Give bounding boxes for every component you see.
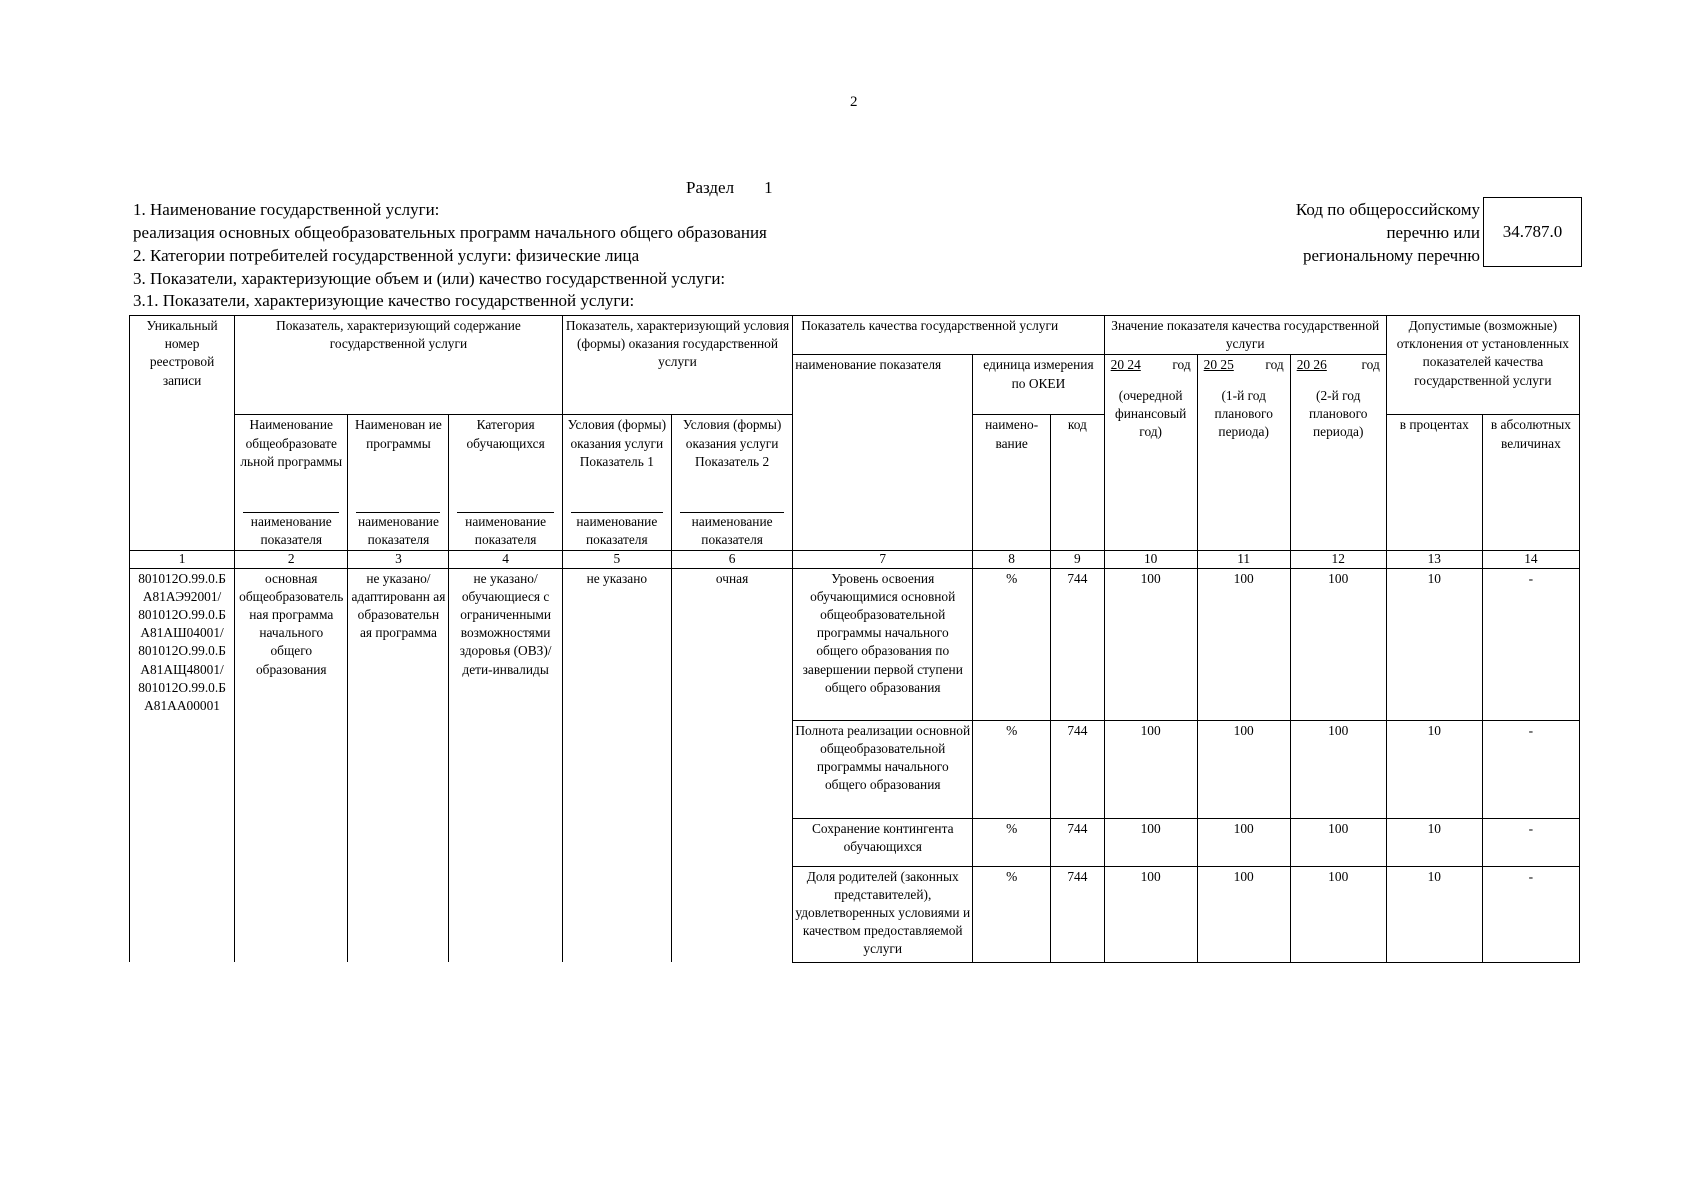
quality-indicators-table [129,315,1580,963]
indicator-1-name: Уровень освоения обучающимися основной общеобразовательной программы начального общего образования по завершении первой ступени общего образования [793,568,973,720]
year-3-note: (2-й год планового периода) [1309,387,1368,440]
cell-condition-2: очная [671,568,792,962]
col-num-7: 7 [793,551,973,568]
sub-label-4: наименование показателя [449,511,562,551]
code-label-2: перечню или [1386,223,1480,242]
col-num-10: 10 [1104,551,1197,568]
indicator-2-name: Полнота реализации основной общеобразовательной программы начального общего образования [793,720,973,818]
indicator-1-year-1: 100 [1104,568,1197,720]
year-1-note: (очередной финансовый год) [1115,387,1187,440]
indicators-heading: 3. Показатели, характеризующие объем и (или) качество государственной услуги: [133,269,726,288]
indicator-1-absolute: - [1482,568,1579,720]
indicator-3-absolute: - [1482,818,1579,866]
indicator-2-code: 744 [1051,720,1105,818]
header-year-2 [1197,355,1290,551]
header-condition-1: Условия (формы) оказания услуги Показатель 1 [562,415,671,511]
col-num-1: 1 [130,551,235,568]
code-value-box: 34.787.0 [1483,197,1582,267]
indicator-4-year-3: 100 [1290,866,1386,962]
column-numbers-row [130,551,1580,568]
header-quality-indicator: Показатель качества государственной услуги [793,316,1104,355]
col-num-13: 13 [1386,551,1482,568]
header-content-indicator: Показатель, характеризующий содержание государственной услуги [235,316,563,415]
indicator-3-code: 744 [1051,818,1105,866]
year-3-value: 20 26 [1296,357,1327,373]
service-name-label: 1. Наименование государственной услуги: [133,200,440,219]
header-year-3 [1290,355,1386,551]
indicator-3-unit: % [973,818,1051,866]
header-deviations: Допустимые (возможные) отклонения от установленных показателей качества государственной услуги [1386,316,1579,415]
sub-label-2: наименование показателя [235,511,348,551]
header-student-category: Категория обучающихся [449,415,562,511]
col-num-14: 14 [1482,551,1579,568]
indicator-4-unit: % [973,866,1051,962]
indicator-1-code: 744 [1051,568,1105,720]
indicator-2-percent: 10 [1386,720,1482,818]
col-num-5: 5 [562,551,671,568]
indicator-3-percent: 10 [1386,818,1482,866]
year-1-value: 20 24 [1110,357,1141,373]
year-2-god: год [1265,357,1284,373]
col-num-11: 11 [1197,551,1290,568]
indicator-4-absolute: - [1482,866,1579,962]
year-3-god: год [1361,357,1380,373]
header-indicator-name: наименование показателя [793,355,973,551]
header-program: Наименован ие программы [348,415,449,511]
cell-program-name: основная общеобразователь ная программа начального общего образования [235,568,348,962]
header-unique-spacer [130,415,235,511]
section-heading [686,178,773,198]
sub-label-5: наименование показателя [562,511,671,551]
header-condition-2: Условия (формы) оказания услуги Показатель 2 [671,415,792,511]
indicator-4-code: 744 [1051,866,1105,962]
indicator-1-unit: % [973,568,1051,720]
header-program-name: Наименование общеобразовате льной программы [235,415,348,511]
code-label-1: Код по общероссийскому [1295,200,1480,219]
header-deviation-absolute: в абсолютных величинах [1482,415,1579,551]
header-indicator-value: Значение показателя качества государственной услуги [1104,316,1386,355]
quality-indicators-heading: 3.1. Показатели, характеризующие качество государственной услуги: [133,291,635,310]
cell-student-category: не указано/ обучающиеся с ограниченными возможностями здоровья (ОВЗ)/ дети-инвалиды [449,568,562,962]
cell-unique-number: 801012О.99.0.Б А81АЭ92001/ 801012О.99.0.Б А81АШ04001/ 801012О.99.0.Б А81АЩ48001/ 801012О.99.0.Б А81АА00001 [130,568,235,962]
service-name-value: реализация основных общеобразовательных программ начального общего образования [133,223,767,242]
indicator-1-year-2: 100 [1197,568,1290,720]
indicator-3-year-2: 100 [1197,818,1290,866]
header-unique-number: Уникальный номер реестровой записи [130,316,235,415]
indicator-3-year-1: 100 [1104,818,1197,866]
col-num-3: 3 [348,551,449,568]
col-num-2: 2 [235,551,348,568]
indicator-1-year-3: 100 [1290,568,1386,720]
header-unit-code: код [1051,415,1105,551]
header-deviation-percent: в процентах [1386,415,1482,551]
header-unit-name: наимено-вание [973,415,1051,551]
header-conditions-indicator: Показатель, характеризующий условия (формы) оказания государственной услуги [562,316,793,415]
indicator-4-year-2: 100 [1197,866,1290,962]
col-num-9: 9 [1051,551,1105,568]
section-number: 1 [764,178,773,197]
page-number: 2 [850,94,858,110]
cell-condition-1: не указано [562,568,671,962]
year-2-value: 20 25 [1203,357,1234,373]
table-row [130,568,1580,720]
sub-label-6: наименование показателя [671,511,792,551]
indicator-4-percent: 10 [1386,866,1482,962]
indicator-4-year-1: 100 [1104,866,1197,962]
section-label: Раздел [686,178,735,197]
code-label-3: региональному перечню [1302,246,1480,265]
col-num-12: 12 [1290,551,1386,568]
year-2-note: (1-й год планового периода) [1214,387,1273,440]
indicator-3-year-3: 100 [1290,818,1386,866]
indicator-2-year-1: 100 [1104,720,1197,818]
col-num-8: 8 [973,551,1051,568]
indicator-1-percent: 10 [1386,568,1482,720]
header-unit-okei: единица измерения по ОКЕИ [973,355,1104,415]
col-num-4: 4 [449,551,562,568]
indicator-2-unit: % [973,720,1051,818]
indicator-3-name: Сохранение контингента обучающихся [793,818,973,866]
header-year-1 [1104,355,1197,551]
indicator-2-year-2: 100 [1197,720,1290,818]
indicator-4-name: Доля родителей (законных представителей), удовлетворенных условиями и качеством предоставляемой услуги [793,866,973,962]
year-1-god: год [1172,357,1191,373]
sub-label-3: наименование показателя [348,511,449,551]
col-num-6: 6 [671,551,792,568]
consumer-category: 2. Категории потребителей государственной услуги: физические лица [133,246,640,265]
cell-program: не указано/ адаптированн ая образовательн ая программа [348,568,449,962]
header-unique-spacer-2 [130,511,235,551]
indicator-2-year-3: 100 [1290,720,1386,818]
indicator-2-absolute: - [1482,720,1579,818]
